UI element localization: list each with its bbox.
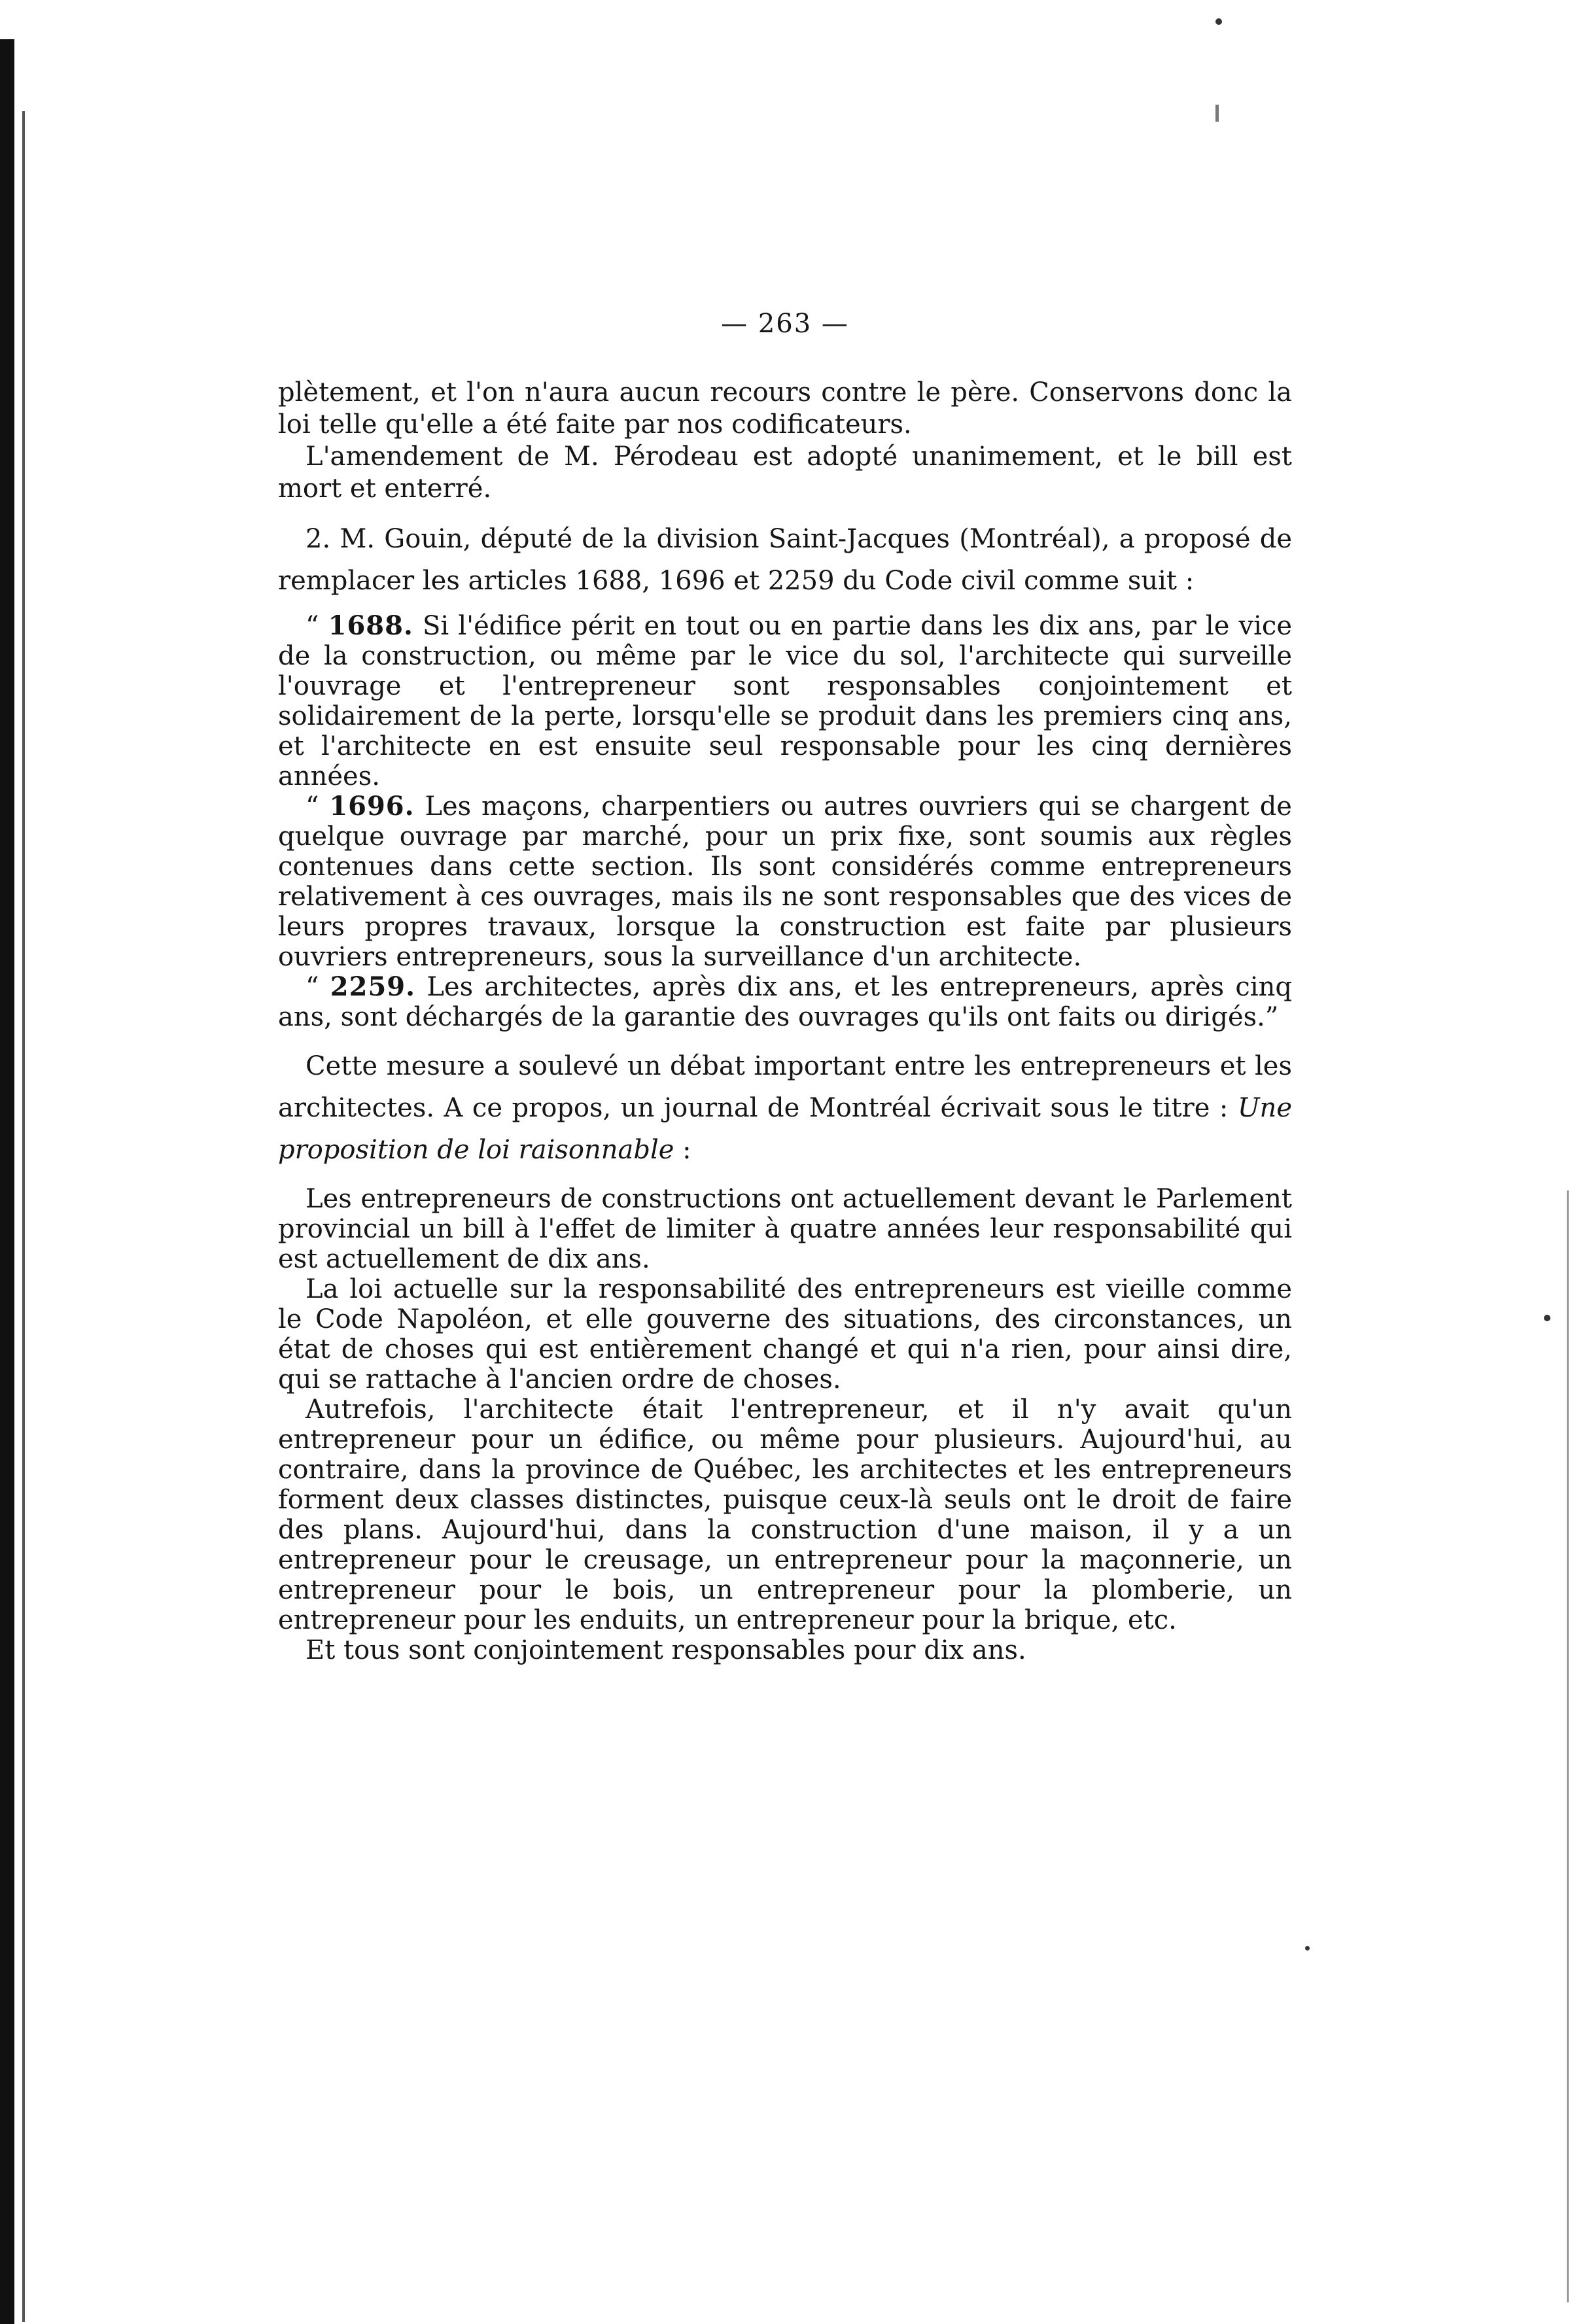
- article-title: Une proposition de loi raisonnable: [278, 1093, 1292, 1165]
- newspaper-paragraph: Et tous sont conjointement responsables pour dix ans.: [306, 1635, 1026, 1665]
- scan-speck: [1215, 18, 1222, 25]
- code-articles: [278, 611, 1292, 1032]
- article-open-quote: “: [306, 791, 330, 822]
- paragraph: plètement, et l'on n'aura aucun recours contre le père. Conservons donc la loi telle qu'elle a été faite par nos codificateurs.: [278, 377, 1292, 440]
- scan-speck: [1305, 1946, 1310, 1951]
- intro-text: Cette mesure a soulevé un débat important entre les entrepreneurs et les architectes. A ce propos, un journal de Montréal écrivait sous le titre :: [278, 1051, 1292, 1123]
- page-number: — 263 —: [721, 309, 849, 339]
- code-article-1688: [278, 611, 1292, 791]
- scan-binding-line: [22, 111, 25, 2322]
- page-content: [278, 307, 1292, 1665]
- article-open-quote: “: [306, 972, 330, 1002]
- article-text: Si l'édifice périt en tout ou en partie dans les dix ans, par le vice de la construction, ou même par le vice du sol, l'architecte qui surveille l'ouvrage et l'entrepreneur sont responsables conjointement et solidairement de la perte, lorsqu'elle se produit dans les premiers cinq ans, et l'architecte en est ensuite seul responsable pour les cinq dernières années.: [278, 611, 1292, 791]
- scan-speck: [1215, 105, 1219, 122]
- scan-speck: [1544, 1315, 1550, 1321]
- code-article-2259: [278, 972, 1292, 1032]
- paragraph: L'amendement de M. Pérodeau est adopté unanimement, et le bill est mort et enterré.: [278, 442, 1292, 504]
- intro-paragraph: [278, 1045, 1292, 1171]
- scan-margin-line: [1567, 1190, 1569, 2302]
- code-article-1696: [278, 791, 1292, 972]
- article-text: Les architectes, après dix ans, et les entrepreneurs, après cinq ans, sont déchargés de la garantie des ouvrages qu'ils ont faits ou dirigés.”: [278, 972, 1292, 1032]
- article-text: Les maçons, charpentiers ou autres ouvriers qui se chargent de quelque ouvrage par marché, pour un prix fixe, sont soumis aux règles contenues dans cette section. Ils sont considérés comme entrepreneurs relativement à ces ouvrages, mais ils ne sont responsables que des vices de leurs propres travaux, lorsque la construction est faite par plusieurs ouvriers entrepreneurs, sous la surveillance d'un architecte.: [278, 791, 1292, 972]
- newspaper-paragraph: La loi actuelle sur la responsabilité des entrepreneurs est vieille comme le Code Napoléon, et elle gouverne des situations, des circonstances, un état de choses qui est entièrement changé et qui n'a rien, pour ainsi dire, qui se rattache à l'ancien ordre de choses.: [278, 1274, 1292, 1395]
- newspaper-quote: [278, 1184, 1292, 1665]
- article-number: 2259.: [330, 971, 416, 1002]
- intro-after: :: [674, 1135, 691, 1165]
- article-number: 1696.: [329, 791, 415, 822]
- newspaper-paragraph: Les entrepreneurs de constructions ont actuellement devant le Parlement provincial un bill à l'effet de limiter à quatre années leur responsabilité qui est actuellement de dix ans.: [278, 1184, 1292, 1274]
- paragraph: 2. M. Gouin, député de la division Saint-Jacques (Montréal), a proposé de remplacer les articles 1688, 1696 et 2259 du Code civil comme suit :: [278, 524, 1292, 596]
- article-number: 1688.: [328, 610, 413, 641]
- article-open-quote: “: [306, 611, 328, 641]
- newspaper-paragraph: Autrefois, l'architecte était l'entrepreneur, et il n'y avait qu'un entrepreneur pour un édifice, ou même pour plusieurs. Aujourd'hui, au contraire, dans la province de Québec, les architectes et les entrepreneurs forment deux classes distinctes, puisque ceux-là seuls ont le droit de faire des plans. Aujourd'hui, dans la construction d'une maison, il y a un entrepreneur pour le creusage, un entrepreneur pour la maçonnerie, un entrepreneur pour le bois, un entrepreneur pour la plomberie, un entrepreneur pour les enduits, un entrepreneur pour la brique, etc.: [278, 1395, 1292, 1635]
- scan-binding-edge: [0, 39, 14, 2324]
